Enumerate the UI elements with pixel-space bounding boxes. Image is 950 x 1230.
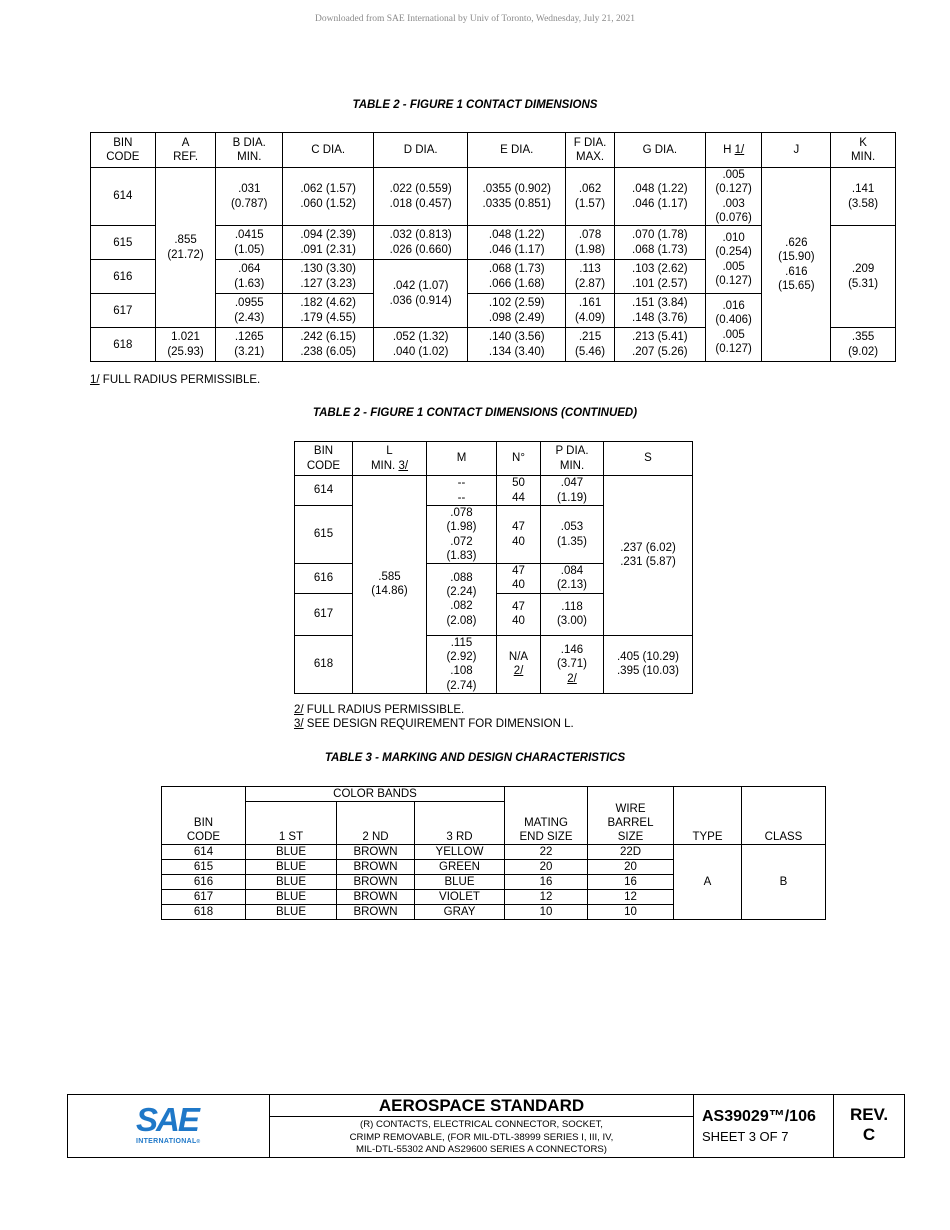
f-dia: .215 (5.46) [566, 328, 615, 362]
hdr-type: TYPE [674, 802, 742, 845]
g-dia: .103 (2.62) .101 (2.57) [614, 260, 705, 294]
d-dia: .032 (0.813) .026 (0.660) [374, 226, 468, 260]
sae-logo-mark: SAE [136, 1101, 198, 1138]
band-3rd: GREEN [415, 859, 505, 874]
hdr-e-dia: E DIA. [468, 133, 566, 168]
hdr-bin-code: BIN CODE [162, 802, 246, 845]
table3 [161, 786, 826, 920]
k-min: .141 (3.58) [831, 168, 896, 226]
band-3rd: BLUE [415, 874, 505, 889]
n-value: 50 44 [497, 476, 541, 506]
hdr-2nd: 2 ND [337, 802, 415, 845]
bin-code: 614 [162, 844, 246, 859]
band-2nd: BROWN [337, 889, 415, 904]
bin-code: 617 [162, 889, 246, 904]
table-row [295, 476, 693, 506]
table2-cont-footnotes [294, 703, 574, 731]
hdr-p-dia: P DIA. MIN. [541, 442, 604, 476]
band-3rd: GRAY [415, 904, 505, 919]
table2-header-row [91, 133, 896, 168]
a-ref: 1.021 (25.93) [155, 328, 216, 362]
bin-code: 618 [91, 328, 156, 362]
bin-code: 616 [295, 564, 353, 594]
bin-code: 614 [295, 476, 353, 506]
c-dia: .182 (4.62) .179 (4.55) [283, 294, 374, 328]
hdr-h: H 1/ [705, 133, 762, 168]
table2-title: TABLE 2 - FIGURE 1 CONTACT DIMENSIONS [352, 99, 598, 111]
h-merged-617-618: .016 (0.406) .005 (0.127) [705, 294, 762, 362]
mating-end-size: 10 [505, 904, 588, 919]
aerospace-standard-heading: AEROSPACE STANDARD [270, 1095, 693, 1117]
h-value: .005 (0.127) .003 (0.076) [705, 168, 762, 226]
hdr-type-blank [674, 787, 742, 802]
bin-code: 615 [162, 859, 246, 874]
hdr-l-min: L MIN. 3/ [353, 442, 427, 476]
hdr-class-blank [742, 787, 826, 802]
table3-header-row-2 [162, 802, 826, 845]
band-1st: BLUE [246, 904, 337, 919]
footnote-3: 3/ SEE DESIGN REQUIREMENT FOR DIMENSION L. [294, 718, 574, 730]
n-value: 47 40 [497, 506, 541, 564]
type-value: A [674, 844, 742, 919]
hdr-color-bands: COLOR BANDS [246, 787, 505, 802]
band-2nd: BROWN [337, 859, 415, 874]
mating-end-size: 16 [505, 874, 588, 889]
standard-number: AS39029™/106 [702, 1108, 816, 1125]
download-note: Downloaded from SAE International by Univ of Toronto, Wednesday, July 21, 2021 [314, 14, 636, 24]
m-value: -- -- [427, 476, 497, 506]
f-dia: .161 (4.09) [566, 294, 615, 328]
k-min: .355 (9.02) [831, 328, 896, 362]
band-1st: BLUE [246, 874, 337, 889]
band-1st: BLUE [246, 859, 337, 874]
sheet-number: SHEET 3 OF 7 [702, 1129, 789, 1144]
hdr-bin-code: BIN CODE [295, 442, 353, 476]
p-dia: .118 (3.00) [541, 593, 604, 635]
mating-end-size: 22 [505, 844, 588, 859]
e-dia: .068 (1.73) .066 (1.68) [468, 260, 566, 294]
table2-footnote: 1/ FULL RADIUS PERMISSIBLE. [90, 374, 261, 386]
band-2nd: BROWN [337, 874, 415, 889]
footnote-2: 2/ FULL RADIUS PERMISSIBLE. [294, 704, 465, 716]
hdr-j: J [762, 133, 831, 168]
standard-number-block [694, 1095, 834, 1157]
b-dia: .031 (0.787) [216, 168, 283, 226]
wire-barrel-size: 20 [588, 859, 674, 874]
f-dia: .078 (1.98) [566, 226, 615, 260]
c-dia: .094 (2.39) .091 (2.31) [283, 226, 374, 260]
e-dia: .0355 (0.902) .0335 (0.851) [468, 168, 566, 226]
h-merged-615-616: .010 (0.254) .005 (0.127) [705, 226, 762, 294]
e-dia: .102 (2.59) .098 (2.49) [468, 294, 566, 328]
n-value: 47 40 [497, 593, 541, 635]
hdr-m: M [427, 442, 497, 476]
b-dia: .1265 (3.21) [216, 328, 283, 362]
n-value: N/A 2/ [497, 635, 541, 693]
d-merged-616-617: .042 (1.07) .036 (0.914) [374, 260, 468, 328]
e-dia: .140 (3.56) .134 (3.40) [468, 328, 566, 362]
sae-logo-subtext: INTERNATIONAL® [136, 1138, 201, 1145]
band-3rd: VIOLET [415, 889, 505, 904]
s-merged: .237 (6.02) .231 (5.87) [604, 476, 693, 636]
hdr-1st: 1 ST [246, 802, 337, 845]
revision-label: REV. [849, 1105, 889, 1124]
table3-header-row-1 [162, 787, 826, 802]
wire-barrel-size: 10 [588, 904, 674, 919]
bin-code: 615 [91, 226, 156, 260]
class-value: B [742, 844, 826, 919]
band-2nd: BROWN [337, 904, 415, 919]
table-row [91, 168, 896, 226]
revision-value: C [862, 1125, 876, 1144]
m-value-616-617: .088 (2.24) .082 (2.08) [427, 564, 497, 636]
bin-code: 615 [295, 506, 353, 564]
c-dia: .130 (3.30) .127 (3.23) [283, 260, 374, 294]
bin-code: 617 [91, 294, 156, 328]
hdr-n-degrees: N° [497, 442, 541, 476]
wire-barrel-size: 22D [588, 844, 674, 859]
hdr-f-dia: F DIA. MAX. [566, 133, 615, 168]
p-dia: .146 (3.71) 2/ [541, 635, 604, 693]
bin-code: 618 [295, 635, 353, 693]
hdr-a-ref: A REF. [155, 133, 216, 168]
g-dia: .070 (1.78) .068 (1.73) [614, 226, 705, 260]
bin-code: 614 [91, 168, 156, 226]
b-dia: .0415 (1.05) [216, 226, 283, 260]
mating-end-size: 20 [505, 859, 588, 874]
hdr-bin-code: BIN CODE [91, 133, 156, 168]
d-dia: .022 (0.559) .018 (0.457) [374, 168, 468, 226]
hdr-mating-blank [505, 787, 588, 802]
hdr-s: S [604, 442, 693, 476]
g-dia: .151 (3.84) .148 (3.76) [614, 294, 705, 328]
m-value: .078 (1.98) .072 (1.83) [427, 506, 497, 564]
j-merged: .626 (15.90) .616 (15.65) [762, 168, 831, 362]
hdr-k-min: K MIN. [831, 133, 896, 168]
b-dia: .064 (1.63) [216, 260, 283, 294]
hdr-3rd: 3 RD [415, 802, 505, 845]
table2-cont-header-row [295, 442, 693, 476]
title-block-description [270, 1095, 694, 1157]
g-dia: .048 (1.22) .046 (1.17) [614, 168, 705, 226]
e-dia: .048 (1.22) .046 (1.17) [468, 226, 566, 260]
hdr-g-dia: G DIA. [614, 133, 705, 168]
bin-code: 616 [91, 260, 156, 294]
hdr-mating-end-size: MATING END SIZE [505, 802, 588, 845]
l-merged: .585 (14.86) [353, 476, 427, 694]
band-2nd: BROWN [337, 844, 415, 859]
title-block [67, 1094, 905, 1158]
p-dia: .053 (1.35) [541, 506, 604, 564]
revision-block [834, 1095, 904, 1157]
band-1st: BLUE [246, 889, 337, 904]
hdr-class: CLASS [742, 802, 826, 845]
c-dia: .062 (1.57) .060 (1.52) [283, 168, 374, 226]
a-ref-merged: .855 (21.72) [155, 168, 216, 328]
k-merged-615-617: .209 (5.31) [831, 226, 896, 328]
hdr-barrel-blank [588, 787, 674, 802]
sae-logo [68, 1095, 270, 1157]
table-row [162, 844, 826, 859]
hdr-c-dia: C DIA. [283, 133, 374, 168]
hdr-bin-blank [162, 787, 246, 802]
hdr-wire-barrel-size: WIRE BARREL SIZE [588, 802, 674, 845]
hdr-b-dia: B DIA. MIN. [216, 133, 283, 168]
document-description: (R) CONTACTS, ELECTRICAL CONNECTOR, SOCKET, CRIMP REMOVABLE, (FOR MIL-DTL-38999 SERIES I, III, IV, MIL-DTL-55302 AND AS29600 SERIES A CONNECTORS) [349, 1119, 614, 1155]
table3-title: TABLE 3 - MARKING AND DESIGN CHARACTERISTICS [324, 752, 626, 764]
table2-continued [294, 441, 693, 694]
wire-barrel-size: 16 [588, 874, 674, 889]
table2 [90, 132, 896, 362]
bin-code: 618 [162, 904, 246, 919]
s-value: .405 (10.29) .395 (10.03) [604, 635, 693, 693]
band-3rd: YELLOW [415, 844, 505, 859]
table2-cont-title: TABLE 2 - FIGURE 1 CONTACT DIMENSIONS (CONTINUED) [312, 407, 638, 419]
c-dia: .242 (6.15) .238 (6.05) [283, 328, 374, 362]
g-dia: .213 (5.41) .207 (5.26) [614, 328, 705, 362]
bin-code: 616 [162, 874, 246, 889]
n-value: 47 40 [497, 564, 541, 594]
f-dia: .113 (2.87) [566, 260, 615, 294]
mating-end-size: 12 [505, 889, 588, 904]
wire-barrel-size: 12 [588, 889, 674, 904]
bin-code: 617 [295, 593, 353, 635]
d-dia: .052 (1.32) .040 (1.02) [374, 328, 468, 362]
hdr-d-dia: D DIA. [374, 133, 468, 168]
band-1st: BLUE [246, 844, 337, 859]
b-dia: .0955 (2.43) [216, 294, 283, 328]
m-value: .115 (2.92) .108 (2.74) [427, 635, 497, 693]
f-dia: .062 (1.57) [566, 168, 615, 226]
p-dia: .047 (1.19) [541, 476, 604, 506]
p-dia: .084 (2.13) [541, 564, 604, 594]
